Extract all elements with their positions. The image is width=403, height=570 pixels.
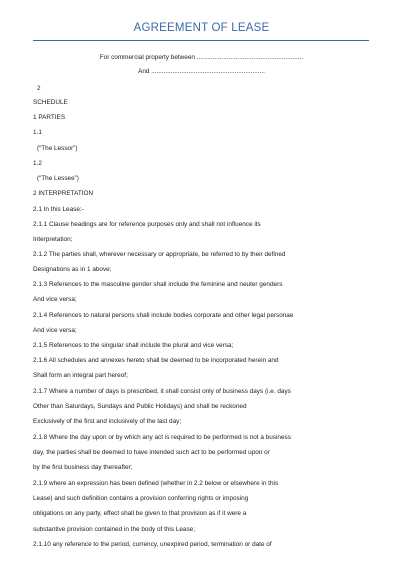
body-line: Interpretation; <box>33 236 73 243</box>
between-line: For commercial property between ............................................................ <box>99 54 304 61</box>
body-line: 2.1.10 any reference to the period, currency, unexpired period, termination or date of <box>33 541 272 548</box>
body-line: Lease) and such definition contains a provision conferring rights or imposing <box>33 495 249 502</box>
title-underline <box>33 40 369 41</box>
and-line: And ................................................................ <box>138 68 265 75</box>
body-line: 2.1.2 The parties shall, wherever necessary or appropriate, be referred to by their defined <box>33 251 286 258</box>
document-title: AGREEMENT OF LEASE <box>133 22 270 34</box>
schedule-heading: SCHEDULE <box>33 99 68 106</box>
page-number: 2 <box>37 85 41 92</box>
body-line: 2.1.6 All schedules and annexes hereto shall be deemed to be incorporated herein and <box>33 357 279 364</box>
lessor-label: (“The Lessor”) <box>37 145 78 152</box>
body-line: 2.1.8 Where the day upon or by which any act is required to be performed is not a business <box>33 434 291 441</box>
body-line: 2.1.1 Clause headings are for reference purposes only and shall not influence its <box>33 221 261 228</box>
body-line: obligations on any party, effect shall be given to that provision as if it were a <box>33 510 247 517</box>
clause-1-1: 1.1 <box>33 129 42 136</box>
body-line: Shall form an integral part hereof; <box>33 372 128 379</box>
clause-1-2: 1.2 <box>33 160 42 167</box>
body-line: And vice versa; <box>33 327 77 334</box>
body-line: 2.1.5 References to the singular shall include the plural and vice versa; <box>33 342 234 349</box>
body-line: Other than Saturdays, Sundays and Public Holidays) and shall be reckoned <box>33 403 247 410</box>
body-line: day, the parties shall be deemed to have intended such act to be performed upon or <box>33 449 270 456</box>
interpretation-heading: 2 INTERPRETATION <box>33 190 94 197</box>
body-line: Exclusively of the first and inclusively of the last day; <box>33 418 182 425</box>
parties-heading: 1 PARTIES <box>33 114 66 121</box>
body-line: substantive provision contained in the body of this Lease; <box>33 526 196 533</box>
body-line: 2.1.7 Where a number of days is prescribed, it shall consist only of business days (i.e. days <box>33 388 291 395</box>
lessee-label: (“The Lessee”) <box>37 175 79 182</box>
body-line: by the first business day thereafter; <box>33 464 133 471</box>
body-line: And vice versa; <box>33 296 77 303</box>
body-line: 2.1.3 References to the masculine gender shall include the feminine and neuter genders <box>33 281 283 288</box>
body-line: 2.1.9 where an expression has been defined (whether in 2.2 below or elsewhere in this <box>33 480 279 487</box>
clause-2-1: 2.1 In this Lease:- <box>33 206 84 213</box>
body-line: 2.1.4 References to natural persons shall include bodies corporate and other legal personae <box>33 312 294 319</box>
body-line: Designations as in 1 above; <box>33 266 112 273</box>
